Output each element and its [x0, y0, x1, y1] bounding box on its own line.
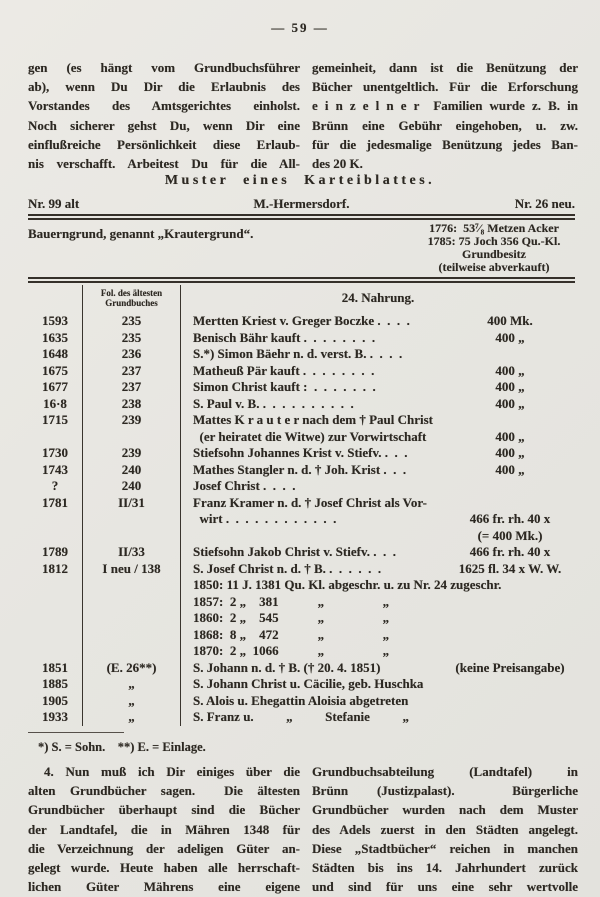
year-cell [28, 528, 82, 545]
year-cell: 1789 [42, 544, 68, 559]
desc-cell: 1870: 2 „ 1066 „ „ [193, 643, 390, 658]
desc-cell: Josef Christ . . . . [193, 478, 296, 493]
fol-cell [82, 429, 181, 446]
amount-cell [445, 676, 575, 693]
year-cell: 1851 [42, 659, 68, 675]
amount-cell: (= 400 Mk.) [477, 527, 543, 543]
table-row [28, 544, 575, 561]
year-cell: 1730 [42, 445, 68, 460]
paragraph-line: Brünn (Justizpalast). Bürgerliche [312, 783, 578, 799]
desc-cell: Mathes Stangler n. d. † Joh. Krist . . . [193, 461, 407, 477]
fol-cell: „ [82, 676, 181, 693]
desc-cell: S. Alois u. Ehegattin Aloisia abgetreten [193, 692, 409, 708]
amount-cell [445, 478, 575, 495]
desc-cell: 1860: 2 „ 545 „ „ [193, 610, 390, 625]
fol-cell: (E. 26**) [82, 660, 181, 677]
amount-cell: 400 „ [495, 379, 525, 394]
desc-cell: S. Josef Christ n. d. † B. . . . . . . [193, 560, 382, 576]
paragraph-line: Grundbuchsabteilung (Landtafel) in [312, 764, 578, 779]
paragraph-line: Grundbücher überhaupt sind die Bücher [28, 802, 300, 818]
desc-cell: 1868: 8 „ 472 „ „ [193, 626, 390, 642]
table-row [28, 330, 575, 347]
table-row [28, 627, 575, 644]
paragraph-line: Städten bis ins 14. Jahrhundert zurück [312, 860, 578, 876]
bottom-left-column [28, 762, 300, 896]
desc-cell: Mertten Kriest v. Greger Boczke . . . . [193, 313, 410, 328]
desc-cell: Simon Christ kauft : . . . . . . . [193, 379, 376, 394]
fol-cell: „ [82, 693, 181, 710]
fol-header-line: Grundbuches [105, 298, 158, 308]
paragraph-line: Brünn eine Gebühr eingehoben, u. zw. [312, 117, 578, 133]
footnote-rule [28, 732, 124, 733]
card-subtitle: Bauerngrund, genannt „Krautergrund“. [28, 226, 254, 241]
desc-cell: S. Franz u. „ Stefanie „ [193, 709, 409, 724]
bottom-right-column [312, 762, 578, 896]
fol-header-cell [82, 285, 181, 313]
year-cell: 16·8 [43, 395, 67, 411]
year-cell: 1812 [42, 560, 68, 576]
table-row [28, 462, 575, 479]
top-left-column [28, 58, 300, 173]
desc-cell: Stiefsohn Jakob Christ v. Stiefv. . . . [193, 544, 396, 559]
fol-cell: 235 [82, 313, 181, 330]
paragraph-line: die Verzeichnung der adeligen Güter an- [28, 840, 300, 856]
paragraph-line: e i n z e l n e r Familien wurde z. B. in [312, 98, 578, 114]
paragraph-line: lichen Güter Mährens eine eigene [28, 879, 300, 895]
fol-cell: 237 [82, 379, 181, 396]
year-cell: 1635 [42, 329, 68, 345]
fol-cell [82, 643, 181, 660]
table-row [28, 709, 575, 726]
year-cell: 1675 [42, 362, 68, 378]
table-row [28, 660, 575, 677]
fol-cell [82, 627, 181, 644]
holdings-line: Grundbesitz [461, 247, 526, 261]
amount-cell [445, 412, 575, 429]
page-number: — 59 — [271, 20, 329, 35]
table-row [28, 429, 575, 446]
amount-cell [445, 693, 575, 710]
fol-cell: „ [82, 709, 181, 726]
card-sheet [28, 196, 575, 755]
paragraph-line: gemeinheit, dann ist die Benützung der [312, 60, 578, 75]
desc-cell: S. Paul v. B. . . . . . . . . . . [193, 395, 354, 411]
paragraph-line: für die jedesmalige Benützung jedes Ban- [312, 136, 578, 152]
desc-cell: (er heiratet die Witwe) zur Vorwirtschaft [193, 428, 427, 444]
fol-cell: II/33 [82, 544, 181, 561]
double-rule [28, 277, 575, 283]
holdings-block [413, 222, 575, 274]
fol-cell: 235 [82, 330, 181, 347]
year-cell: 1677 [42, 379, 68, 394]
amount-cell: 466 fr. rh. 40 x [469, 544, 551, 559]
table-row [28, 577, 575, 594]
paragraph-line: 4. Nun muß ich Dir einiges über die [44, 764, 300, 779]
amount-cell [445, 495, 575, 512]
desc-cell: S. Johann n. d. † B. († 20. 4. 1851) [193, 659, 381, 675]
fol-cell: 236 [82, 346, 181, 363]
paragraph-line: Noch sicherer gehst Du, wenn Dir eine [28, 117, 300, 133]
year-header-cell [28, 285, 82, 313]
table-row [28, 445, 575, 462]
desc-cell: wirt . . . . . . . . . . . . [193, 511, 337, 526]
year-cell: 1743 [42, 461, 68, 477]
holdings-line: 1785: 75 Joch 356 Qu.-Kl. [427, 234, 561, 248]
desc-cell: Mattes K r a u t e r nach dem † Paul Christ [193, 412, 433, 427]
year-cell [28, 610, 82, 627]
amount-cell: 400 „ [495, 395, 525, 411]
year-cell: 1648 [42, 346, 68, 361]
desc-cell: Stiefsohn Johannes Krist v. Stiefv. . . . [193, 445, 408, 460]
year-cell [28, 627, 82, 644]
table-row [28, 478, 575, 495]
fol-cell [82, 577, 181, 594]
fol-cell [82, 594, 181, 611]
table-row [28, 495, 575, 512]
paragraph-line: des 20 K. [312, 156, 363, 172]
table-row [28, 528, 575, 545]
amount-cell: 400 „ [495, 445, 525, 460]
fol-cell: 239 [82, 445, 181, 462]
table-row [28, 511, 575, 528]
year-cell: ? [51, 478, 59, 493]
fol-cell: I neu / 138 [82, 561, 181, 578]
top-right-column [312, 58, 578, 173]
fol-cell: 240 [82, 462, 181, 479]
desc-cell: 1850: 11 J. 1381 Qu. Kl. abgeschr. u. zu Nr. 24 zugeschr. [193, 577, 502, 592]
paragraph-line: gelegt wurde. Heute haben alle herrschaft- [28, 860, 300, 876]
paragraph-line: des Adels zuerst in den Städten angelegt. [312, 821, 578, 837]
fol-header-line: Fol. des ältesten [100, 288, 163, 298]
amount-cell: 1625 fl. 34 x W. W. [458, 560, 562, 576]
year-cell: 1715 [42, 412, 68, 427]
year-cell: 1593 [42, 313, 68, 328]
section-heading: Muster eines Karteiblattes. [164, 173, 436, 188]
desc-cell: Franz Kramer n. d. † Josef Christ als Vor- [193, 494, 427, 510]
register-table [28, 285, 575, 726]
fol-cell: 239 [82, 412, 181, 429]
paragraph-line: einflußreiche Persönlichkeit diese Erlaub- [28, 136, 300, 152]
year-cell [28, 643, 82, 660]
paragraph-line: der Landtafel, die in Mähren 1348 für [28, 821, 300, 837]
paragraph-line: ab), wenn Du Dir die Erlaubnis des [28, 79, 300, 95]
desc-cell: S. Johann Christ u. Cäcilie, geb. Huschka [193, 676, 424, 691]
paragraph-line: Bücher unentgeltlich. Für die Erforschung [312, 79, 578, 95]
year-cell: 1933 [42, 709, 68, 724]
year-cell [28, 594, 82, 611]
year-cell: 1885 [42, 676, 68, 691]
amount-cell: 400 „ [495, 428, 525, 444]
holdings-line: 1776: 53⁷⁄₈ Metzen Acker [429, 221, 559, 235]
desc-cell: Matheuß Pär kauft . . . . . . . . [193, 362, 375, 378]
fol-cell: 240 [82, 478, 181, 495]
paragraph-line: Diese „Stadtbücher“ reichen in manchen [312, 840, 578, 856]
paragraph-line: Vorstandes des Amtsgerichtes einholst. [28, 98, 300, 114]
desc-cell: S.*) Simon Bäehr n. d. verst. B. . . . . [193, 346, 403, 361]
year-cell [28, 511, 82, 528]
card-place: M.-Hermersdorf. [253, 196, 350, 211]
year-cell: 1781 [42, 494, 68, 510]
table-row [28, 594, 575, 611]
amount-cell [445, 709, 575, 726]
holdings-line: (teilweise abverkauft) [438, 260, 550, 274]
fol-cell [82, 511, 181, 528]
fol-cell: 237 [82, 363, 181, 380]
amount-cell: 400 Mk. [487, 313, 533, 328]
desc-cell: Benisch Bähr kauft . . . . . . . . [193, 329, 376, 345]
amount-cell: 400 „ [495, 362, 525, 378]
footnote-text: *) S. = Sohn. **) E. = Einlage. [38, 739, 206, 754]
paragraph-line: und sind für uns eine sehr wertvolle [312, 879, 578, 895]
year-cell [28, 429, 82, 446]
amount-cell: 400 „ [495, 461, 525, 477]
table-row [28, 693, 575, 710]
desc-cell [181, 528, 445, 545]
card-subheader [28, 220, 575, 274]
year-cell [28, 577, 82, 594]
paragraph-line: Grundbücher wurden nach dem Muster [312, 802, 578, 818]
card-header [28, 196, 575, 211]
table-row [28, 313, 575, 330]
fol-cell [82, 528, 181, 545]
table-header-row [28, 285, 575, 313]
card-number-old: Nr. 99 alt [28, 196, 80, 211]
desc-cell: 1857: 2 „ 381 „ „ [193, 593, 390, 609]
table-row [28, 561, 575, 578]
paragraph-line: gen (es hängt vom Grundbuchsführer [28, 60, 300, 75]
fol-cell [82, 610, 181, 627]
table-row [28, 379, 575, 396]
fol-cell: 238 [82, 396, 181, 413]
paragraph-line: nis verschafft. Arbeitest Du für die All- [28, 156, 300, 172]
paragraph-line: alten Grundbücher sagen. Die ältesten [28, 783, 300, 799]
table-row [28, 346, 575, 363]
table-row [28, 396, 575, 413]
amount-cell: (keine Preisangabe) [455, 659, 565, 675]
card-number-new: Nr. 26 neu. [514, 196, 575, 211]
year-cell: 1905 [42, 692, 68, 708]
amount-cell [445, 346, 575, 363]
table-row [28, 676, 575, 693]
section-header: 24. Nahrung. [341, 290, 415, 305]
amount-cell: 400 „ [495, 329, 525, 345]
table-row [28, 412, 575, 429]
table-row [28, 610, 575, 627]
fol-cell: II/31 [82, 495, 181, 512]
amount-cell: 466 fr. rh. 40 x [469, 511, 551, 526]
table-row [28, 643, 575, 660]
table-row [28, 363, 575, 380]
